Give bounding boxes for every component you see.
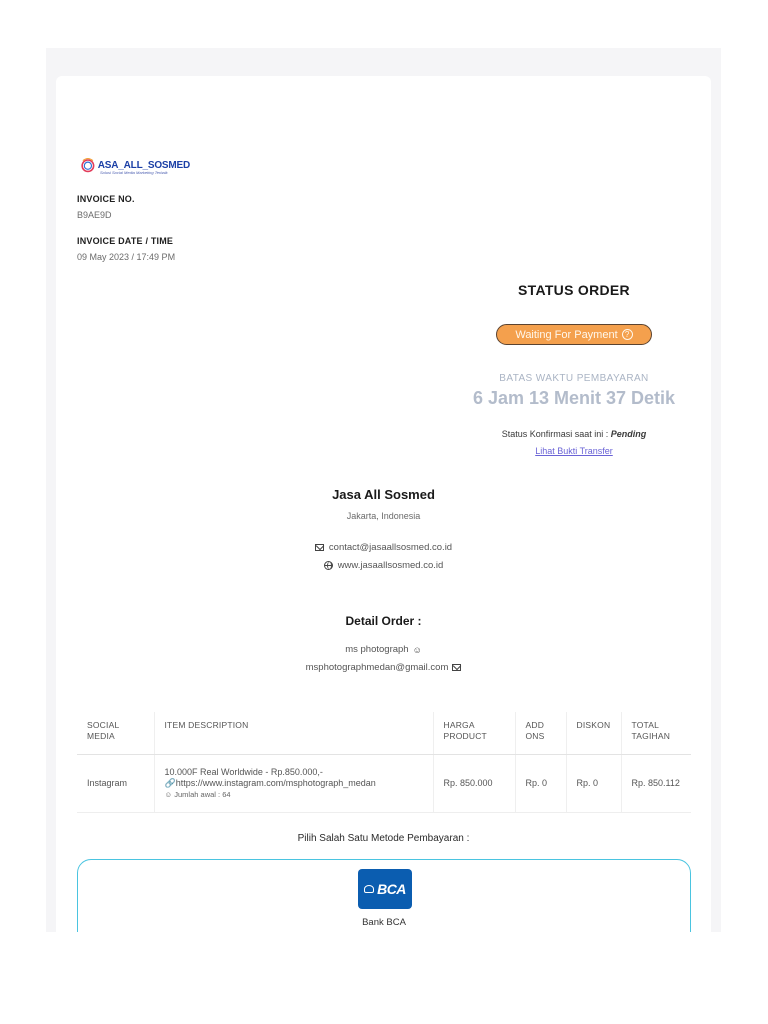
status-order-title: STATUS ORDER — [518, 282, 630, 298]
page-background — [46, 48, 721, 932]
company-name: Jasa All Sosmed — [332, 487, 435, 502]
invoice-no-label: INVOICE NO. — [77, 194, 135, 204]
customer-email-row — [56, 662, 711, 673]
company-email[interactable]: contact@jasaallsosmed.co.id — [328, 542, 453, 553]
cell-diskon: Rp. 0 — [566, 754, 621, 812]
customer-email: msphotographmedan@gmail.com — [305, 662, 449, 673]
envelope-icon — [452, 664, 461, 671]
bca-method-name: Bank BCA — [362, 917, 406, 928]
confirmation-status-prefix: Status Konfirmasi saat ini : — [501, 429, 609, 439]
customer-name: ms photograph — [345, 644, 409, 655]
logo-swirl-icon — [80, 153, 96, 177]
company-email-row — [56, 542, 711, 553]
header-diskon: DISKON — [566, 712, 621, 754]
header-add-ons: ADD ONS — [515, 712, 566, 754]
payment-deadline-label: BATAS WAKTU PEMBAYARAN — [499, 373, 649, 384]
header-social-media: SOCIAL MEDIA — [77, 712, 154, 754]
table-row — [77, 754, 691, 812]
payment-method-title: Pilih Salah Satu Metode Pembayaran : — [297, 833, 470, 844]
item-title: 10.000F Real Worldwide - Rp.850.000,- — [164, 766, 323, 777]
bca-logo — [358, 869, 412, 909]
confirmation-status-value: Pending — [610, 429, 647, 439]
cell-harga: Rp. 850.000 — [433, 754, 515, 812]
payment-status-label: Waiting For Payment — [515, 328, 618, 341]
customer-name-row — [56, 644, 711, 655]
header-total-tagihan: TOTAL TAGIHAN — [621, 712, 691, 754]
logo-tagline: Solusi Social Media Marketing Terbaik — [100, 170, 168, 175]
cell-item-description — [154, 754, 433, 812]
invoice-date-value: 09 May 2023 / 17:49 PM — [77, 252, 176, 262]
payment-status-badge[interactable] — [496, 324, 652, 345]
users-icon: ☺ — [164, 789, 173, 799]
company-website[interactable]: www.jasaallsosmed.co.id — [337, 560, 444, 571]
company-logo — [80, 152, 190, 178]
bca-mark-icon — [364, 885, 374, 893]
company-location: Jakarta, Indonesia — [346, 511, 421, 521]
cell-addons: Rp. 0 — [515, 754, 566, 812]
detail-order-title: Detail Order : — [345, 614, 422, 628]
item-count-row — [165, 789, 423, 800]
item-count: Jumlah awal : 64 — [174, 789, 231, 799]
help-icon[interactable]: ? — [622, 329, 633, 340]
globe-icon — [324, 561, 333, 570]
company-website-row — [56, 560, 711, 571]
invoice-date-label: INVOICE DATE / TIME — [77, 236, 174, 246]
invoice-no-value: B9AE9D — [77, 210, 112, 220]
invoice-card — [56, 76, 711, 932]
order-table — [77, 712, 691, 813]
payment-countdown: 6 Jam 13 Menit 37 Detik — [472, 388, 676, 408]
envelope-icon — [315, 544, 324, 551]
header-item-description: ITEM DESCRIPTION — [154, 712, 433, 754]
users-icon: ☺ — [412, 644, 422, 655]
bca-logo-text: BCA — [377, 881, 406, 897]
table-header-row — [77, 712, 691, 754]
header-harga-product: HARGA PRODUCT — [433, 712, 515, 754]
item-link-row — [165, 778, 423, 789]
link-icon: 🔗 — [164, 777, 176, 788]
cell-social-media: Instagram — [77, 754, 154, 812]
view-transfer-proof-link[interactable]: Lihat Bukti Transfer — [535, 446, 613, 456]
payment-method-bca[interactable] — [77, 859, 691, 932]
cell-total: Rp. 850.112 — [621, 754, 691, 812]
logo-text: ASA_ALL_SOSMED — [97, 159, 190, 171]
item-link[interactable]: https://www.instagram.com/msphotograph_medan — [175, 777, 376, 788]
confirmation-status — [444, 429, 704, 439]
